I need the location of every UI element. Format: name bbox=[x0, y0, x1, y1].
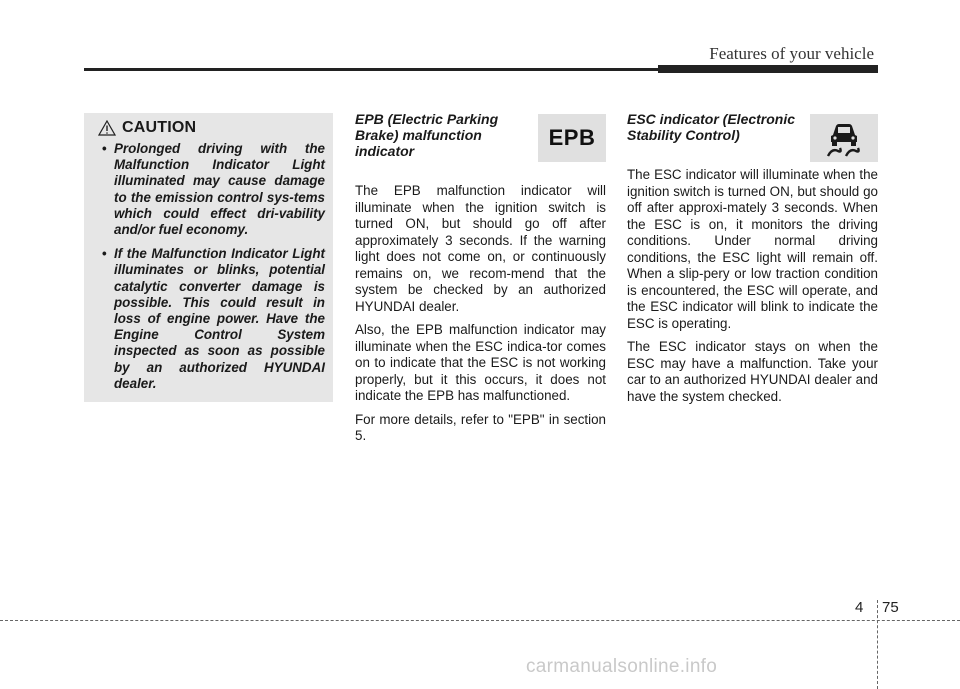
caution-item: • If the Malfunction Indicator Light illuminates or blinks, potential catalytic converter damage is possible. This could result in loss of engine power. Have the Engine Control System inspected as soon as possible by an authorized HYUNDAI dealer. bbox=[94, 246, 325, 392]
esc-heading: ESC indicator (Electronic Stability Control) bbox=[627, 111, 796, 143]
epb-icon-label: EPB bbox=[548, 125, 596, 150]
skidding-car-icon bbox=[822, 118, 866, 158]
epb-paragraph: Also, the EPB malfunction indicator may illuminate when the ESC indica-tor comes on to indicate that the ESC is not working properly, but it this occurs, it does not indicate the EPB has malfunctioned. bbox=[355, 322, 606, 403]
caution-title: CAUTION bbox=[122, 119, 197, 136]
footer-divider bbox=[877, 600, 878, 689]
caution-box bbox=[84, 113, 333, 402]
epb-paragraph: The EPB malfunction indicator will illuminate when the ignition switch is turned ON, but should go off after approximately 3 seconds. If the warning light does not come on, or continuously remains on, we recom-mend that the system be checked by an authorized HYUNDAI dealer. bbox=[355, 183, 606, 314]
warning-triangle-icon bbox=[98, 120, 116, 136]
esc-section bbox=[627, 111, 878, 412]
epb-paragraph: For more details, refer to "EPB" in section 5. bbox=[355, 411, 606, 443]
caution-header bbox=[98, 119, 325, 137]
page-number: 75 bbox=[882, 599, 899, 616]
chapter-number: 4 bbox=[855, 599, 864, 616]
epb-heading: EPB (Electric Parking Brake) malfunction indicator bbox=[355, 111, 499, 159]
epb-indicator-icon bbox=[538, 114, 606, 162]
header-rule-accent bbox=[658, 65, 878, 73]
header-title: Features of your vehicle bbox=[709, 44, 874, 63]
esc-paragraph: The ESC indicator stays on when the ESC may have a malfunction. Take your car to an authorized HYUNDAI dealer and have the system checked. bbox=[627, 339, 878, 404]
esc-indicator-box bbox=[810, 114, 878, 162]
caution-list bbox=[94, 141, 325, 392]
caution-item: • Prolonged driving with the Malfunction Indicator Light illuminated may cause damage to the emission control sys-tems which could effect dri-vability and/or fuel economy. bbox=[94, 141, 325, 238]
watermark: carmanualsonline.info bbox=[526, 656, 718, 677]
footer-rule bbox=[0, 620, 960, 621]
esc-paragraph: The ESC indicator will illuminate when the ignition switch is turned ON, but should go off after approxi-mately 3 seconds. When the ESC is on, it monitors the driving conditions. Under normal driving conditions, the ESC light will remain off. When a slip-pery or low traction condition is encountered, the ESC will operate, and the ESC indicator will blink to indicate the ESC is operating. bbox=[627, 167, 878, 331]
epb-section bbox=[355, 111, 606, 452]
